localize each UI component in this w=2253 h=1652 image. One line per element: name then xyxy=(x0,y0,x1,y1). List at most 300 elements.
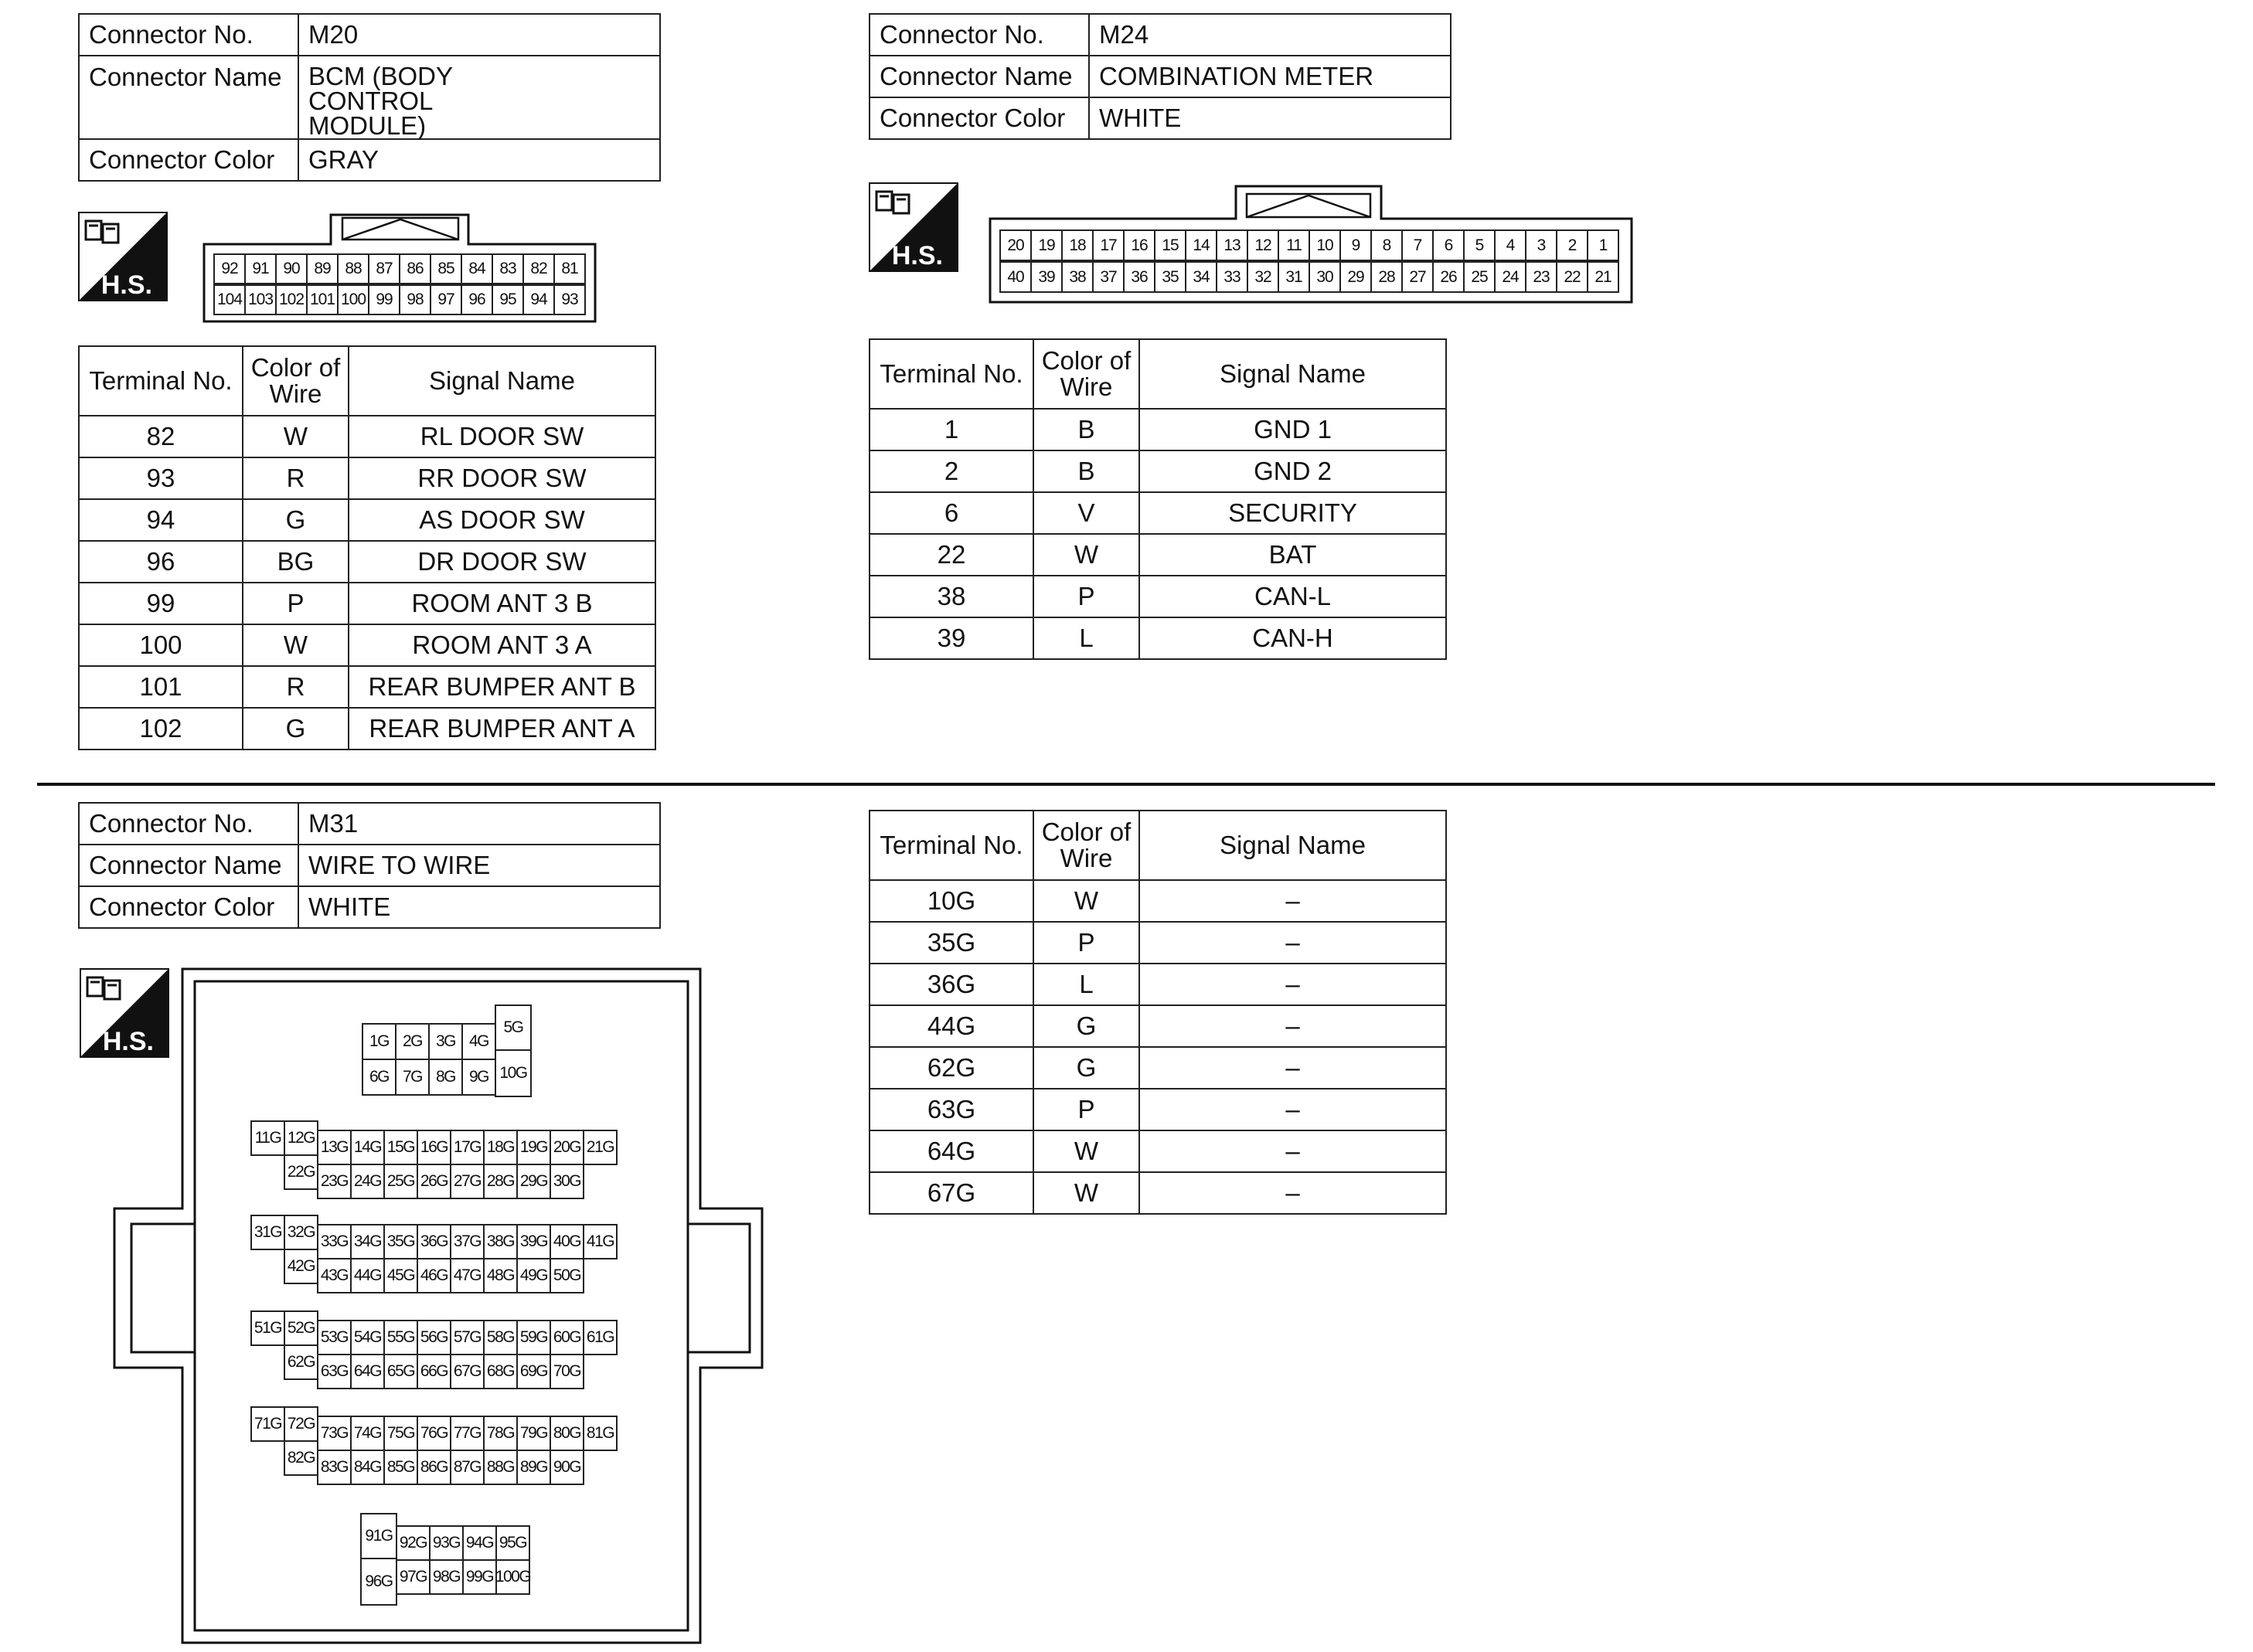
terminal-pin: 25 xyxy=(1463,261,1496,293)
terminal-pin: 87 xyxy=(368,253,400,284)
terminal-pin: 17G xyxy=(450,1130,485,1165)
terminal-pin: 96 xyxy=(461,284,493,315)
m31-connector-name-row xyxy=(79,845,660,886)
m31-header-color-l2: Wire xyxy=(1060,844,1113,872)
terminal-pin: 36 xyxy=(1123,261,1155,293)
m31-connector-color-value: WHITE xyxy=(298,886,660,928)
terminal-pin: 13 xyxy=(1216,229,1248,261)
m24-wire-color-cell: W xyxy=(1033,534,1139,576)
terminal-pin: 17 xyxy=(1092,229,1125,261)
m24-signal-name-cell: CAN-H xyxy=(1139,617,1446,659)
m20-signal-row xyxy=(79,499,655,541)
m24-hs-text: H.S. xyxy=(891,241,943,270)
m24-signal-name-cell: SECURITY xyxy=(1139,492,1446,534)
m31-terminal-no-cell: 44G xyxy=(870,1005,1033,1047)
m20-signal-row xyxy=(79,583,655,624)
m31-signal-table-header xyxy=(870,811,1446,880)
m31-wire-color-cell: P xyxy=(1033,1089,1139,1130)
terminal-pin: 5 xyxy=(1463,229,1496,261)
m31-header-terminal-no: Terminal No. xyxy=(870,811,1033,880)
m20-signal-name-cell: ROOM ANT 3 A xyxy=(349,624,655,666)
m20-wire-color-cell: G xyxy=(243,708,349,750)
m20-connector-face xyxy=(202,210,597,323)
m24-terminal-no-cell: 38 xyxy=(870,576,1033,617)
terminal-pin: 76G xyxy=(417,1416,451,1451)
m31-signal-row xyxy=(870,1172,1446,1214)
m20-signal-name-cell: AS DOOR SW xyxy=(349,499,655,541)
m24-signal-name-cell: BAT xyxy=(1139,534,1446,576)
terminal-pin: 94 xyxy=(522,284,555,315)
m31-terminal-no-cell: 62G xyxy=(870,1047,1033,1089)
terminal-pin: 14G xyxy=(350,1130,385,1165)
m24-hs-harness-side-icon xyxy=(869,182,958,272)
terminal-pin: 2G xyxy=(395,1023,430,1060)
terminal-pin: 33G xyxy=(317,1224,352,1259)
terminal-pin: 50G xyxy=(550,1258,584,1293)
m24-connector-info-table xyxy=(869,13,1452,140)
terminal-pin: 18G xyxy=(483,1130,518,1165)
m20-terminal-no-cell: 100 xyxy=(79,624,243,666)
terminal-pin: 67G xyxy=(450,1354,485,1389)
m20-terminal-no-cell: 96 xyxy=(79,541,243,583)
m31-signal-row xyxy=(870,1130,1446,1172)
terminal-pin: 9G xyxy=(461,1059,496,1096)
m24-signal-table-header xyxy=(870,339,1446,409)
m20-signal-row xyxy=(79,708,655,750)
terminal-pin: 103 xyxy=(244,284,277,315)
terminal-pin: 74G xyxy=(350,1416,385,1451)
m20-terminal-no-cell: 102 xyxy=(79,708,243,750)
m31-terminal-no-cell: 36G xyxy=(870,964,1033,1005)
m31-wire-color-cell: L xyxy=(1033,964,1139,1005)
m20-signal-row xyxy=(79,457,655,499)
terminal-pin: 90 xyxy=(275,253,308,284)
m31-signal-row xyxy=(870,880,1446,922)
terminal-pin: 26G xyxy=(417,1164,451,1199)
m20-signal-table xyxy=(78,345,656,750)
terminal-pin: 42G xyxy=(284,1249,318,1284)
m31-signal-name-cell: – xyxy=(1139,880,1446,922)
m24-terminal-no-cell: 22 xyxy=(870,534,1033,576)
terminal-pin: 91G xyxy=(360,1513,397,1559)
terminal-pin: 75G xyxy=(383,1416,418,1451)
terminal-pin: 53G xyxy=(317,1320,352,1355)
terminal-pin: 10 xyxy=(1309,229,1341,261)
terminal-pin: 45G xyxy=(383,1258,418,1293)
terminal-pin: 7G xyxy=(395,1059,430,1096)
terminal-pin: 28G xyxy=(483,1164,518,1199)
terminal-pin: 82G xyxy=(284,1440,318,1476)
terminal-pin: 82 xyxy=(522,253,555,284)
m20-header-color-l1: Color of xyxy=(250,353,341,382)
section-divider xyxy=(37,783,2215,786)
terminal-pin: 80G xyxy=(550,1416,584,1451)
terminal-pin: 11 xyxy=(1278,229,1310,261)
m31-header-color-l1: Color of xyxy=(1041,818,1132,846)
m31-connector-name-value: WIRE TO WIRE xyxy=(298,845,660,886)
m20-terminal-no-cell: 82 xyxy=(79,416,243,457)
m20-signal-name-cell: REAR BUMPER ANT B xyxy=(349,666,655,708)
m20-connector-no-label: Connector No. xyxy=(79,14,298,56)
terminal-pin: 24 xyxy=(1494,261,1526,293)
m31-connector-name-label: Connector Name xyxy=(79,845,298,886)
terminal-pin: 4G xyxy=(461,1023,496,1060)
m24-terminal-no-cell: 1 xyxy=(870,409,1033,450)
terminal-pin: 51G xyxy=(250,1310,285,1346)
terminal-pin: 48G xyxy=(483,1258,518,1293)
terminal-pin: 23 xyxy=(1525,261,1557,293)
terminal-pin: 100G xyxy=(495,1559,530,1595)
terminal-pin: 1G xyxy=(362,1023,396,1060)
terminal-pin: 33 xyxy=(1216,261,1248,293)
m24-header-signal-name: Signal Name xyxy=(1139,339,1446,409)
terminal-pin: 10G xyxy=(495,1049,532,1097)
m31-signal-row xyxy=(870,1047,1446,1089)
m24-connector-no-row xyxy=(870,14,1451,56)
m20-header-terminal-no: Terminal No. xyxy=(79,346,243,416)
m24-header-color-l2: Wire xyxy=(1060,372,1113,401)
terminal-pin: 16 xyxy=(1123,229,1155,261)
m24-header-color-l1: Color of xyxy=(1041,346,1132,375)
terminal-pin: 85 xyxy=(430,253,462,284)
terminal-pin: 40 xyxy=(999,261,1032,293)
m31-connector-no-value: M31 xyxy=(298,803,660,845)
m20-connector-color-value: GRAY xyxy=(298,139,660,181)
terminal-pin: 79G xyxy=(516,1416,551,1451)
terminal-pin: 34 xyxy=(1185,261,1217,293)
m24-signal-row xyxy=(870,409,1446,450)
m20-header-color-of-wire xyxy=(243,346,349,416)
m31-signal-name-cell: – xyxy=(1139,1047,1446,1089)
terminal-pin: 20G xyxy=(550,1130,584,1165)
terminal-pin: 15G xyxy=(383,1130,418,1165)
m20-terminal-no-cell: 94 xyxy=(79,499,243,541)
terminal-pin: 68G xyxy=(483,1354,518,1389)
terminal-pin: 27G xyxy=(450,1164,485,1199)
terminal-pin: 18 xyxy=(1061,229,1094,261)
m20-connector-name-text: BCM (BODY CONTROL MODULE) xyxy=(308,62,453,140)
m20-signal-name-cell: REAR BUMPER ANT A xyxy=(349,708,655,750)
hs-badge-icon xyxy=(869,182,958,272)
m24-terminal-no-cell: 39 xyxy=(870,617,1033,659)
terminal-pin: 88 xyxy=(337,253,369,284)
terminal-pin: 37G xyxy=(450,1224,485,1259)
m24-connector-no-value: M24 xyxy=(1089,14,1451,56)
m20-wire-color-cell: P xyxy=(243,583,349,624)
terminal-pin: 35G xyxy=(383,1224,418,1259)
terminal-pin: 21G xyxy=(583,1130,618,1165)
terminal-pin: 22G xyxy=(284,1154,318,1190)
m31-signal-name-cell: – xyxy=(1139,1089,1446,1130)
terminal-pin: 65G xyxy=(383,1354,418,1389)
m31-terminal-no-cell: 64G xyxy=(870,1130,1033,1172)
m31-header-color-of-wire xyxy=(1033,811,1139,880)
terminal-pin: 85G xyxy=(383,1450,418,1485)
terminal-pin: 91 xyxy=(244,253,277,284)
terminal-pin: 97G xyxy=(396,1559,431,1595)
terminal-pin: 31 xyxy=(1278,261,1310,293)
m24-terminal-no-cell: 2 xyxy=(870,450,1033,492)
hs-badge-icon xyxy=(78,212,168,301)
terminal-pin: 57G xyxy=(450,1320,485,1355)
m20-signal-name-cell: ROOM ANT 3 B xyxy=(349,583,655,624)
terminal-pin: 26 xyxy=(1432,261,1465,293)
m20-hs-harness-side-icon xyxy=(78,212,168,301)
terminal-pin: 92G xyxy=(396,1525,431,1561)
m24-signal-name-cell: CAN-L xyxy=(1139,576,1446,617)
terminal-pin: 30G xyxy=(550,1164,584,1199)
m20-signal-row xyxy=(79,624,655,666)
terminal-pin: 36G xyxy=(417,1224,451,1259)
m31-signal-name-cell: – xyxy=(1139,1005,1446,1047)
m31-terminal-no-cell: 63G xyxy=(870,1089,1033,1130)
m20-connector-color-label: Connector Color xyxy=(79,139,298,181)
m20-connector-info-table xyxy=(78,13,661,182)
m24-wire-color-cell: V xyxy=(1033,492,1139,534)
terminal-pin: 69G xyxy=(516,1354,551,1389)
m24-connector-no-label: Connector No. xyxy=(870,14,1089,56)
terminal-pin: 78G xyxy=(483,1416,518,1451)
terminal-pin: 97 xyxy=(430,284,462,315)
m20-wire-color-cell: W xyxy=(243,624,349,666)
terminal-pin: 86G xyxy=(417,1450,451,1485)
m31-signal-name-cell: – xyxy=(1139,1130,1446,1172)
terminal-pin: 2 xyxy=(1556,229,1588,261)
terminal-pin: 5G xyxy=(495,1004,532,1051)
terminal-pin: 49G xyxy=(516,1258,551,1293)
terminal-pin: 88G xyxy=(483,1450,518,1485)
m31-signal-row xyxy=(870,922,1446,964)
terminal-pin: 83 xyxy=(492,253,524,284)
terminal-pin: 100 xyxy=(337,284,369,315)
terminal-pin: 13G xyxy=(317,1130,352,1165)
terminal-pin: 6 xyxy=(1432,229,1465,261)
m20-signal-name-cell: RL DOOR SW xyxy=(349,416,655,457)
terminal-pin: 29 xyxy=(1339,261,1372,293)
m31-connector-no-label: Connector No. xyxy=(79,803,298,845)
m20-header-color-l2: Wire xyxy=(269,379,322,408)
m31-header-signal-name: Signal Name xyxy=(1139,811,1446,880)
m24-connector-color-value: WHITE xyxy=(1089,97,1451,139)
m20-connector-no-row xyxy=(79,14,660,56)
terminal-pin: 41G xyxy=(583,1224,618,1259)
m20-signal-table-body xyxy=(79,416,655,750)
terminal-pin: 20 xyxy=(999,229,1032,261)
terminal-pin: 11G xyxy=(250,1120,285,1156)
terminal-pin: 30 xyxy=(1309,261,1341,293)
m20-hs-text: H.S. xyxy=(100,270,152,300)
m20-connector-name-row xyxy=(79,56,660,139)
m31-signal-table-body xyxy=(870,880,1446,1214)
m20-signal-table-header xyxy=(79,346,655,416)
terminal-pin: 55G xyxy=(383,1320,418,1355)
terminal-pin: 64G xyxy=(350,1354,385,1389)
terminal-pin: 98 xyxy=(399,284,431,315)
terminal-pin: 95 xyxy=(492,284,524,315)
terminal-pin: 6G xyxy=(362,1059,396,1096)
terminal-pin: 32G xyxy=(284,1215,318,1250)
terminal-pin: 71G xyxy=(250,1406,285,1442)
m24-signal-name-cell: GND 1 xyxy=(1139,409,1446,450)
terminal-pin: 58G xyxy=(483,1320,518,1355)
terminal-pin: 3 xyxy=(1525,229,1557,261)
m24-signal-row xyxy=(870,576,1446,617)
terminal-pin: 81G xyxy=(583,1416,618,1451)
terminal-pin: 77G xyxy=(450,1416,485,1451)
m24-terminal-no-cell: 6 xyxy=(870,492,1033,534)
terminal-pin: 54G xyxy=(350,1320,385,1355)
terminal-pin: 73G xyxy=(317,1416,352,1451)
terminal-pin: 1 xyxy=(1587,229,1619,261)
terminal-pin: 23G xyxy=(317,1164,352,1199)
m20-signal-row xyxy=(79,416,655,457)
terminal-pin: 28 xyxy=(1370,261,1403,293)
terminal-pin: 59G xyxy=(516,1320,551,1355)
terminal-pin: 92 xyxy=(213,253,246,284)
terminal-pin: 46G xyxy=(417,1258,451,1293)
m20-signal-row xyxy=(79,666,655,708)
m24-signal-table-body xyxy=(870,409,1446,659)
m24-connector-color-row xyxy=(870,97,1451,139)
terminal-pin: 47G xyxy=(450,1258,485,1293)
terminal-pin: 39 xyxy=(1030,261,1063,293)
m20-wire-color-cell: BG xyxy=(243,541,349,583)
m20-signal-row xyxy=(79,541,655,583)
m24-connector-name-label: Connector Name xyxy=(870,56,1089,97)
m31-connector-color-label: Connector Color xyxy=(79,886,298,928)
m24-signal-table xyxy=(869,338,1447,660)
m31-terminal-no-cell: 67G xyxy=(870,1172,1033,1214)
m24-header-color-of-wire xyxy=(1033,339,1139,409)
terminal-pin: 93 xyxy=(553,284,586,315)
terminal-pin: 9 xyxy=(1339,229,1372,261)
terminal-pin: 96G xyxy=(360,1558,397,1606)
m24-wire-color-cell: B xyxy=(1033,450,1139,492)
terminal-pin: 8 xyxy=(1370,229,1403,261)
m20-wire-color-cell: R xyxy=(243,666,349,708)
m20-wire-color-cell: R xyxy=(243,457,349,499)
m20-connector-name-label: Connector Name xyxy=(79,56,298,139)
m31-signal-name-cell: – xyxy=(1139,964,1446,1005)
terminal-pin: 38G xyxy=(483,1224,518,1259)
m31-terminal-no-cell: 10G xyxy=(870,880,1033,922)
terminal-pin: 29G xyxy=(516,1164,551,1199)
terminal-pin: 99G xyxy=(462,1559,497,1595)
terminal-pin: 38 xyxy=(1061,261,1094,293)
terminal-pin: 40G xyxy=(550,1224,584,1259)
m24-wire-color-cell: L xyxy=(1033,617,1139,659)
terminal-pin: 31G xyxy=(250,1215,285,1250)
m20-connector-name-value xyxy=(298,56,660,139)
m31-signal-row xyxy=(870,1005,1446,1047)
m31-wire-color-cell: W xyxy=(1033,1130,1139,1172)
m31-connector-face xyxy=(113,967,765,1652)
terminal-pin: 43G xyxy=(317,1258,352,1293)
terminal-pin: 8G xyxy=(428,1059,463,1096)
m20-connector-color-row xyxy=(79,139,660,181)
m20-signal-name-cell: DR DOOR SW xyxy=(349,541,655,583)
m31-wire-color-cell: W xyxy=(1033,1172,1139,1214)
terminal-pin: 104 xyxy=(213,284,246,315)
terminal-pin: 14 xyxy=(1185,229,1217,261)
m31-terminal-no-cell: 35G xyxy=(870,922,1033,964)
m31-signal-table xyxy=(869,810,1447,1215)
m31-hs-text: H.S. xyxy=(102,1027,154,1056)
terminal-pin: 15 xyxy=(1154,229,1186,261)
terminal-pin: 44G xyxy=(350,1258,385,1293)
m24-wire-color-cell: B xyxy=(1033,409,1139,450)
terminal-pin: 34G xyxy=(350,1224,385,1259)
m24-header-terminal-no: Terminal No. xyxy=(870,339,1033,409)
terminal-pin: 90G xyxy=(550,1450,584,1485)
terminal-pin: 37 xyxy=(1092,261,1125,293)
terminal-pin: 19G xyxy=(516,1130,551,1165)
terminal-pin: 39G xyxy=(516,1224,551,1259)
m20-signal-name-cell: RR DOOR SW xyxy=(349,457,655,499)
m31-wire-color-cell: G xyxy=(1033,1005,1139,1047)
terminal-pin: 98G xyxy=(429,1559,464,1595)
m31-wire-color-cell: P xyxy=(1033,922,1139,964)
terminal-pin: 7 xyxy=(1401,229,1434,261)
terminal-pin: 16G xyxy=(417,1130,451,1165)
m31-connector-info-table xyxy=(78,802,661,929)
terminal-pin: 89G xyxy=(516,1450,551,1485)
m24-signal-row xyxy=(870,450,1446,492)
m31-signal-name-cell: – xyxy=(1139,922,1446,964)
m24-connector-color-label: Connector Color xyxy=(870,97,1089,139)
m24-signal-name-cell: GND 2 xyxy=(1139,450,1446,492)
terminal-pin: 83G xyxy=(317,1450,352,1485)
m20-terminal-no-cell: 93 xyxy=(79,457,243,499)
terminal-pin: 21 xyxy=(1587,261,1619,293)
terminal-pin: 70G xyxy=(550,1354,584,1389)
terminal-pin: 102 xyxy=(275,284,308,315)
terminal-pin: 19 xyxy=(1030,229,1063,261)
terminal-pin: 84G xyxy=(350,1450,385,1485)
m31-signal-name-cell: – xyxy=(1139,1172,1446,1214)
m24-signal-row xyxy=(870,617,1446,659)
terminal-pin: 24G xyxy=(350,1164,385,1199)
terminal-pin: 86 xyxy=(399,253,431,284)
terminal-pin: 84 xyxy=(461,253,493,284)
m31-signal-row xyxy=(870,1089,1446,1130)
terminal-pin: 99 xyxy=(368,284,400,315)
m24-connector-name-value: COMBINATION METER xyxy=(1089,56,1451,97)
terminal-pin: 66G xyxy=(417,1354,451,1389)
terminal-pin: 25G xyxy=(383,1164,418,1199)
terminal-pin: 93G xyxy=(429,1525,464,1561)
terminal-pin: 27 xyxy=(1401,261,1434,293)
terminal-pin: 101 xyxy=(306,284,339,315)
m24-connector-face xyxy=(989,183,1633,304)
m31-wire-color-cell: W xyxy=(1033,880,1139,922)
terminal-pin: 94G xyxy=(462,1525,497,1561)
terminal-pin: 32 xyxy=(1247,261,1279,293)
terminal-pin: 52G xyxy=(284,1310,318,1346)
terminal-pin: 4 xyxy=(1494,229,1526,261)
m24-signal-row xyxy=(870,492,1446,534)
m20-terminal-no-cell: 101 xyxy=(79,666,243,708)
terminal-pin: 72G xyxy=(284,1406,318,1442)
m20-wire-color-cell: W xyxy=(243,416,349,457)
m24-signal-row xyxy=(870,534,1446,576)
m20-terminal-no-cell: 99 xyxy=(79,583,243,624)
terminal-pin: 35 xyxy=(1154,261,1186,293)
m20-wire-color-cell: G xyxy=(243,499,349,541)
terminal-pin: 62G xyxy=(284,1344,318,1380)
terminal-pin: 22 xyxy=(1556,261,1588,293)
terminal-pin: 63G xyxy=(317,1354,352,1389)
